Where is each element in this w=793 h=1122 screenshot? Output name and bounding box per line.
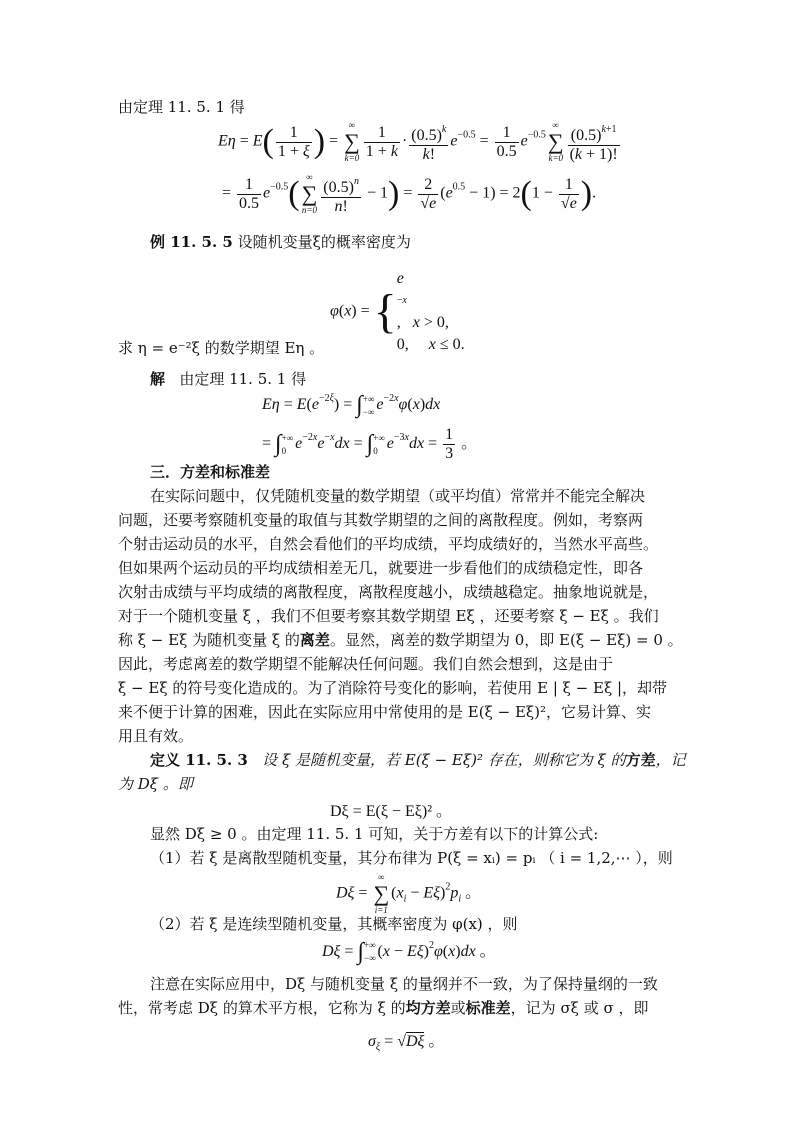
term-mean-square-deviation: 均方差 [405,999,451,1017]
paragraph-line: ξ − Eξ 的符号变化造成的。为了消除符号变化的影响，若使用 E | ξ − Eξ |，却带 [118,679,668,697]
equation-variance: Dξ = E(ξ − Eξ)² 。 [330,803,453,820]
equation-continuous: Dξ = ∫ +∞ −∞ $(x - E\xi)^2\varphi(x)dx$ 。 [322,938,496,965]
definition-text: ，记 [655,751,686,769]
paragraph-line: 注意在实际应用中，Dξ 与随机变量 ξ 的量纲并不一致，为了保持量纲的一致 [150,975,658,993]
paragraph-line [118,630,683,650]
text-line: 求 η = e⁻²ξ 的数学期望 Eη 。 [118,339,325,357]
paragraph-line: 在实际问题中，仅凭随机变量的数学期望（或平均值）常常并不能完全解决 [150,487,646,505]
text-line: 由定理 11. 5. 1 得 [118,98,245,116]
equation-solution-2: = ∫ +∞ 0 $e^{-2x}e^{-x}dx$ = ∫ +∞ 0 $e^{-3x}dx$ = $\frac{1}{3}$ 。 [262,426,478,462]
equation-discrete: Dξ = ∞ ∑ i=1 $(x_i - E\xi)^2p_i$ 。 [336,872,482,915]
solution-label: 解 [150,370,166,388]
definition-line [150,750,686,770]
equation-solution-1: $E\eta = E(e^{-2\xi})$ = ∫ +∞ −∞ $e^{-2x}\varphi(x)dx$ [262,392,441,418]
case-line: （1）若 ξ 是离散型随机变量，其分布律为 P(ξ = xᵢ) = pᵢ （ i = 1,2,⋯ ），则 [150,849,673,867]
paragraph-line: 因此，考虑离差的数学期望不能解决任何问题。我们自然会想到，这是由于 [118,655,614,673]
paragraph-text: 性，常考虑 Dξ 的算术平方根，它称为 ξ 的 [118,999,406,1017]
solution-text: 由定理 11. 5. 1 得 [179,370,307,388]
solution-line [150,369,306,389]
equation-density: φ(x) = { e −x , x > 0, 0, x ≤ 0. [330,270,465,353]
paragraph-line: 来不便于计算的困难，因此在实际应用中常使用的是 E(ξ − Eξ)²，它易计算、实 [118,703,652,721]
term-standard-deviation: 标准差 [465,999,511,1017]
paragraph-text: ，记为 σξ 或 σ ，即 [510,999,649,1017]
paragraph-line: 问题，还要考察随机变量的取值与其数学期望的之间的离散程度。例如，考察两 [118,511,644,529]
paragraph-line [118,998,649,1018]
equation-expectation-1: Eη = E( $\frac{1}{1 + \xi}$ ) = ∞ ∑ k=0 $\frac{1}{1 + k}$ · $\frac{(0.5)^k}{k!}$ $e^{-0.5}$ = $\frac{1}{0.5}$ $e^{-0.5}$ ∞ ∑ k=0 $\frac{(0.5)^{k+1}}{(k + 1)!}$ [218,120,618,163]
term-variance: 方差 [625,751,656,769]
equation-expectation-2: = $\frac{1}{0.5}$ $e^{-0.5}$( ∞ ∑ n=0 $\frac{(0.5)^n}{n!}$ − 1) = $\frac{2}{√e}$ $(e^{0.5} - 1) = 2(1$ − $\frac{1}{√e}$ ). [222,172,597,215]
paragraph-text: 称 ξ − Eξ 为随机变量 ξ 的 [118,631,300,649]
paragraph-text: 或 [450,999,466,1017]
paragraph-text: 。显然，离差的数学期望为 0，即 E(ξ − Eξ) = 0 。 [329,631,683,649]
paragraph-line: 次射击成绩与平均成绩的离散程度，离散程度越小，成绩越稳定。抽象地说就是， [118,583,659,601]
paragraph-line: 对于一个随机变量 ξ ，我们不但要考察其数学期望 Eξ ，还要考察 ξ − Eξ 。我们 [118,607,659,625]
equation-sigma: $\sigma_\xi = √D\xi$ 。 [368,1033,445,1053]
example-line [150,232,411,252]
definition-line: 为 Dξ 。即 [118,775,193,793]
term-deviation: 离差 [299,631,330,649]
definition-text: 设 ξ 是随机变量，若 E(ξ − Eξ)² 存在，则称它为 ξ 的 [262,751,626,769]
paragraph-line: 但如果两个运动员的平均成绩相差无几，就要进一步看他们的成绩稳定性，即各 [118,559,644,577]
paragraph-line: 用且有效。 [118,727,194,745]
example-label: 例 11. 5. 5 [150,233,233,251]
paragraph-line: 个射击运动员的水平，自然会看他们的平均成绩，平均成绩好的，当然水平高些。 [118,535,659,553]
definition-label: 定义 11. 5. 3 [150,751,248,769]
section-heading: 三．方差和标准差 [150,463,271,481]
case-line: （2）若 ξ 是连续型随机变量，其概率密度为 φ(x) ，则 [150,915,518,933]
example-text: 设随机变量ξ的概率密度为 [237,233,411,251]
paragraph-line: 显然 Dξ ≥ 0 。由定理 11. 5. 1 可知，关于方差有以下的计算公式: [150,825,599,843]
